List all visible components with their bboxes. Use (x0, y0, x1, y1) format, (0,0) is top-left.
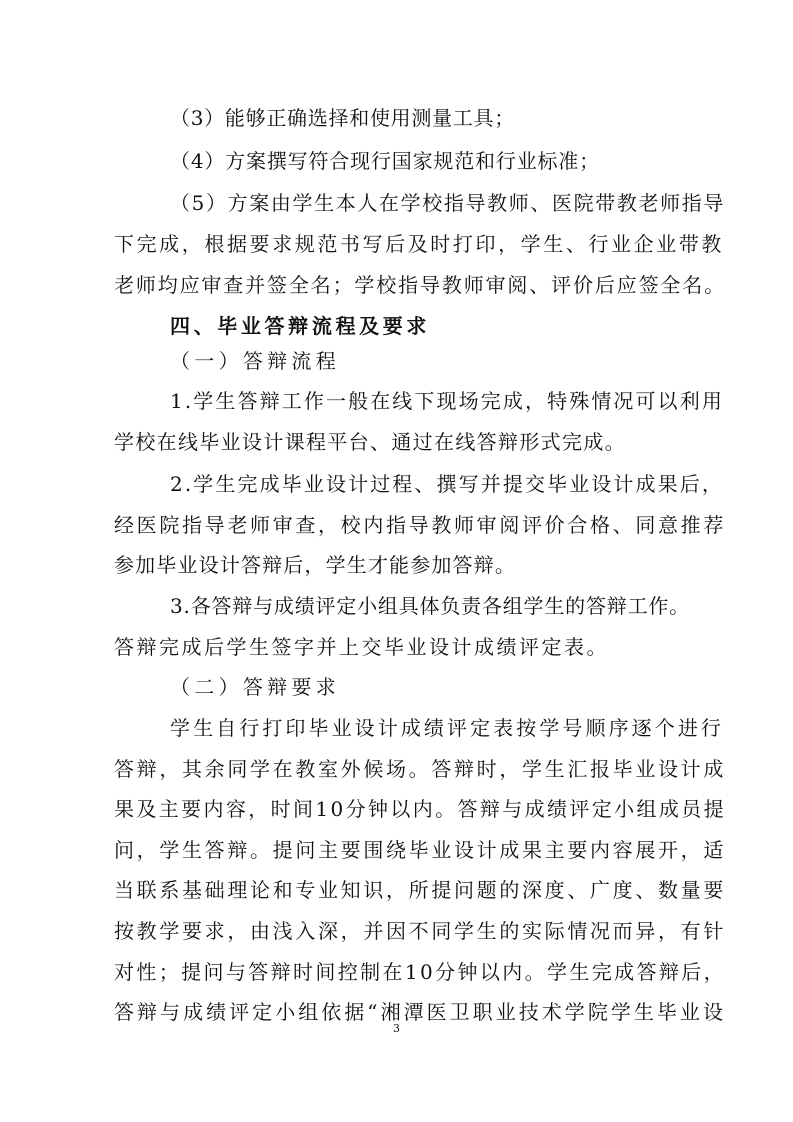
page-number: 3 (393, 1022, 400, 1035)
list-item-4: （4）方案撰写符合现行国家规范和行业标准； (170, 149, 600, 173)
list-item-5-line-1: （5）方案由学生本人在学校指导教师、医院带教老师指导 (170, 191, 725, 215)
list-item-3: （3）能够正确选择和使用测量工具； (170, 106, 515, 130)
paragraph-4-line-4: 问，学生答辩。提问主要围绕毕业设计成果主要内容展开，适 (114, 838, 726, 862)
paragraph-4-line-7: 对性；提问与答辩时间控制在10分钟以内。学生完成答辩后， (114, 960, 726, 984)
list-item-5-line-2: 下完成，根据要求规范书写后及时打印，学生、行业企业带教 (114, 232, 724, 256)
paragraph-3-line-1: 3.各答辩与成绩评定小组具体负责各组学生的答辩工作。 (170, 594, 690, 618)
paragraph-3-line-2: 答辩完成后学生签字并上交毕业设计成绩评定表。 (114, 635, 609, 659)
paragraph-4-line-2: 答辩，其余同学在教室外候场。答辩时，学生汇报毕业设计成 (114, 757, 726, 781)
section-heading-4: 四、毕业答辩流程及要求 (170, 314, 430, 338)
paragraph-2-line-2: 经医院指导老师审查，校内指导教师审阅评价合格、同意推荐 (114, 513, 726, 537)
paragraph-4-line-5: 当联系基础理论和专业知识，所提问题的深度、广度、数量要 (114, 878, 726, 902)
list-item-5-line-3: 老师均应审查并签全名；学校指导教师审阅、评价后应签全名。 (114, 273, 726, 297)
paragraph-2-line-1: 2.学生完成毕业设计过程、撰写并提交毕业设计成果后， (170, 472, 724, 496)
paragraph-4-line-6: 按教学要求，由浅入深，并因不同学生的实际情况而异，有针 (114, 919, 726, 943)
paragraph-2-line-3: 参加毕业设计答辩后，学生才能参加答辩。 (114, 553, 516, 577)
paragraph-4-line-1: 学生自行打印毕业设计成绩评定表按学号顺序逐个进行 (170, 716, 724, 740)
paragraph-4-line-3: 果及主要内容，时间10分钟以内。答辩与成绩评定小组成员提 (114, 797, 726, 821)
paragraph-4-line-8: 答辩与成绩评定小组依据“湘潭医卫职业技术学院学生毕业设 (114, 1000, 726, 1024)
subsection-heading-1: （一）答辩流程 (170, 349, 340, 373)
paragraph-1-line-1: 1.学生答辩工作一般在线下现场完成，特殊情况可以利用 (170, 389, 724, 413)
subsection-heading-2: （二）答辩要求 (170, 675, 340, 699)
paragraph-1-line-2: 学校在线毕业设计课程平台、通过在线答辩形式完成。 (114, 430, 626, 454)
